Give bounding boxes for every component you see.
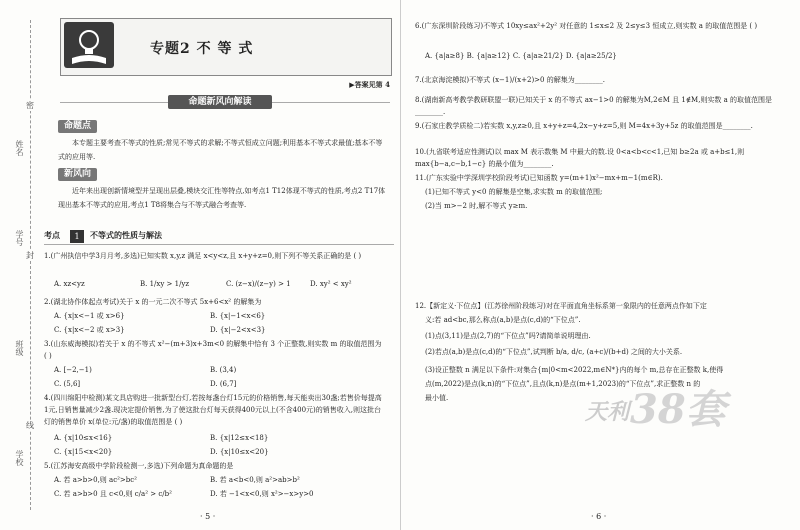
seal-word: 封	[26, 251, 34, 260]
option: D. xy² < xy²	[310, 280, 352, 288]
question-12-part1: (1)点(3,11)是点(2,7)的“下位点”吗?请简单说明理由.	[425, 332, 591, 340]
option: B. 1/xy > 1/yz	[140, 280, 190, 288]
seal-word: 线	[26, 421, 34, 430]
answer-ref: ▶答案见第 4	[349, 80, 390, 89]
question-12-part2: (2)若点(a,b)是点(c,d)的“下位点”,试判断 b/a, d/c, (a+c)/(b+d) 之间的大小关系.	[425, 348, 683, 356]
option: B. {x|−1<x<6}	[210, 312, 266, 320]
question-6: 6.(广东深圳阶段练习)不等式 10xy≤ax²+2y² 对任意的 1≤x≤2 及 2≤y≤3 恒成立,则实数 a 的取值范围是 ( )	[415, 22, 758, 30]
option: C. 若 a>b>0 且 c<0,则 c/a² > c/b²	[54, 490, 172, 498]
option: A. 若 a>b>0,则 ac²>bc²	[54, 476, 137, 484]
question-5: 5.(江苏海安高级中学阶段检测一,多选)下列命题为真命题的是	[44, 462, 234, 470]
question-3: 3.(山东威海模拟)若关于 x 的不等式 x²−(m+3)x+3m<0 的解集中恰有 3 个正整数,则实数 m 的取值范围为 ( )	[44, 340, 382, 360]
question-11: 11.(广东实验中学深圳学校阶段考试)已知函数 y=(m+1)x²−mx+m−1(m∈R).	[415, 174, 663, 182]
topic-label: 考点	[44, 230, 60, 240]
option: D. 若 −1<x<0,则 x²>−x>y>0	[210, 490, 314, 498]
question-11-part1: (1)已知不等式 y<0 的解集是空集,求实数 m 的取值范围;	[425, 188, 603, 196]
margin-label-id: 学号	[15, 230, 24, 246]
option: D. (6,7]	[210, 380, 237, 388]
option: C. (z−x)/(z−y) > 1	[226, 280, 291, 288]
seal-line	[30, 20, 31, 510]
margin-label-school: 学校	[15, 450, 24, 466]
trend-text: 近年来出现创新情境型并呈现出层叠,模块交汇性等特点,如考点1 T12体现不等式的性质,考点2 T17体现出基本不等式的应用,考点1 T8将集合与不等式融合考查等.	[58, 187, 386, 209]
option: C. {x|x<−2 或 x>3}	[54, 326, 125, 334]
question-12-line: 点(m,2022)是点(k,n)的“下位点”,且点(k,n)是点(m+1,2023)的“下位点”,求正整数 n 的	[425, 380, 701, 388]
question-12-line: 最小值.	[425, 394, 449, 402]
question-12: 12.【新定义·下位点】(江苏徐州阶段练习)对在平面直角坐标系第一象限内的任意两点作如下定	[415, 302, 707, 310]
book-lightbulb-icon	[64, 22, 114, 68]
margin-label-name: 姓名	[15, 140, 24, 156]
option: A. {x|x<−1 或 x>6}	[54, 312, 125, 320]
watermark-logo: 38套	[630, 386, 726, 433]
option: A. xz<yz	[54, 280, 85, 288]
question-8: 8.(湖南新高考教学教研联盟一联)已知关于 x 的不等式 ax−1>0 的解集为M,2∈M 且 1∉M,则实数 a 的取值范围是________.	[415, 96, 773, 116]
question-1: 1.(广州执信中学3月月考,多选)已知实数 x,y,z 满足 x<y<z,且 x+y+z=0,则下列不等关系正确的是 ( )	[44, 252, 362, 260]
question-7: 7.(北京海淀模拟)不等式 (x−1)/(x+2)>0 的解集为________.	[415, 76, 605, 84]
page-number: · 6 ·	[591, 512, 607, 521]
options-row: A. {a|a≥8} B. {a|a≥12} C. {a|a≥21/2} D. {a|a≥25/2}	[425, 52, 617, 60]
page-number: · 5 ·	[200, 512, 216, 521]
option: B. {x|12≤x<18}	[210, 434, 269, 442]
question-12-line: 义:若 ad<bc,那么称点(a,b)是点(c,d)的“下位点”.	[425, 316, 581, 324]
watermark-text: 天利	[585, 399, 630, 425]
question-9: 9.(石家庄教学质检二)若实数 x,y,z≥0,且 x+y+z=4,2x−y+z=5,则 M=4x+3y+5z 的取值范围是________.	[415, 122, 753, 130]
option: D. {x|−2<x<3}	[210, 326, 266, 334]
option: B. 若 a<b<0,则 a²>ab>b²	[210, 476, 300, 484]
question-11-part2: (2)当 m>−2 时,解不等式 y≥m.	[425, 202, 528, 210]
section-banner: 命题新风向解读	[168, 95, 272, 109]
chapter-title: 专题2 不 等 式	[150, 41, 254, 57]
question-10: 10.(九省联考适应性测试)以 max M 表示数集 M 中最大的数.设 0<a<b<c<1,已知 b≥2a 或 a+b≤1,则 max{b−a,c−b,1−c} 的最小值为________.	[415, 148, 745, 168]
option: A. {x|10≤x<16}	[54, 434, 113, 442]
option: A. [−2,−1)	[54, 366, 92, 374]
point-text: 本专题主要考查不等式的性质;常见不等式的求解;不等式恒成立问题;利用基本不等式求最值;基本不等式的应用等.	[58, 139, 383, 161]
question-12-part3: (3)设正整数 n 满足以下条件:对集合{m|0<m<2022,m∈N*}内的每个 m,总存在正整数 k,使得	[425, 366, 724, 374]
question-4: 4.(四川绵阳中检测)某文具店购进一批新型台灯,若按每盏台灯15元的价格销售,每天能卖出30盏;若售价每提高1元,日销售量减少2盏.现决定提价销售,为了使这批台灯每天获得400元以上(不含400元)的销售收入,则这批台灯的销售单价 x(单位:元/盏)的取值范围是 ( )	[44, 394, 382, 426]
topic-number: 1	[70, 230, 84, 243]
option: B. (3,4)	[210, 366, 237, 374]
seal-word: 密	[26, 101, 34, 110]
option: C. {x|15<x<20}	[54, 448, 113, 456]
topic-title: 不等式的性质与解法	[90, 230, 162, 240]
option: C. (5,6]	[54, 380, 81, 388]
question-2: 2.(湖北协作体起点考试)关于 x 的一元二次不等式 5x+6<x² 的解集为	[44, 298, 262, 306]
option: D. {x|10≤x<20}	[210, 448, 269, 456]
tag-trend: 新风向	[58, 168, 97, 181]
margin-label-class: 班级	[15, 340, 24, 356]
tag-point: 命题点	[58, 120, 97, 133]
right-page	[400, 0, 800, 530]
